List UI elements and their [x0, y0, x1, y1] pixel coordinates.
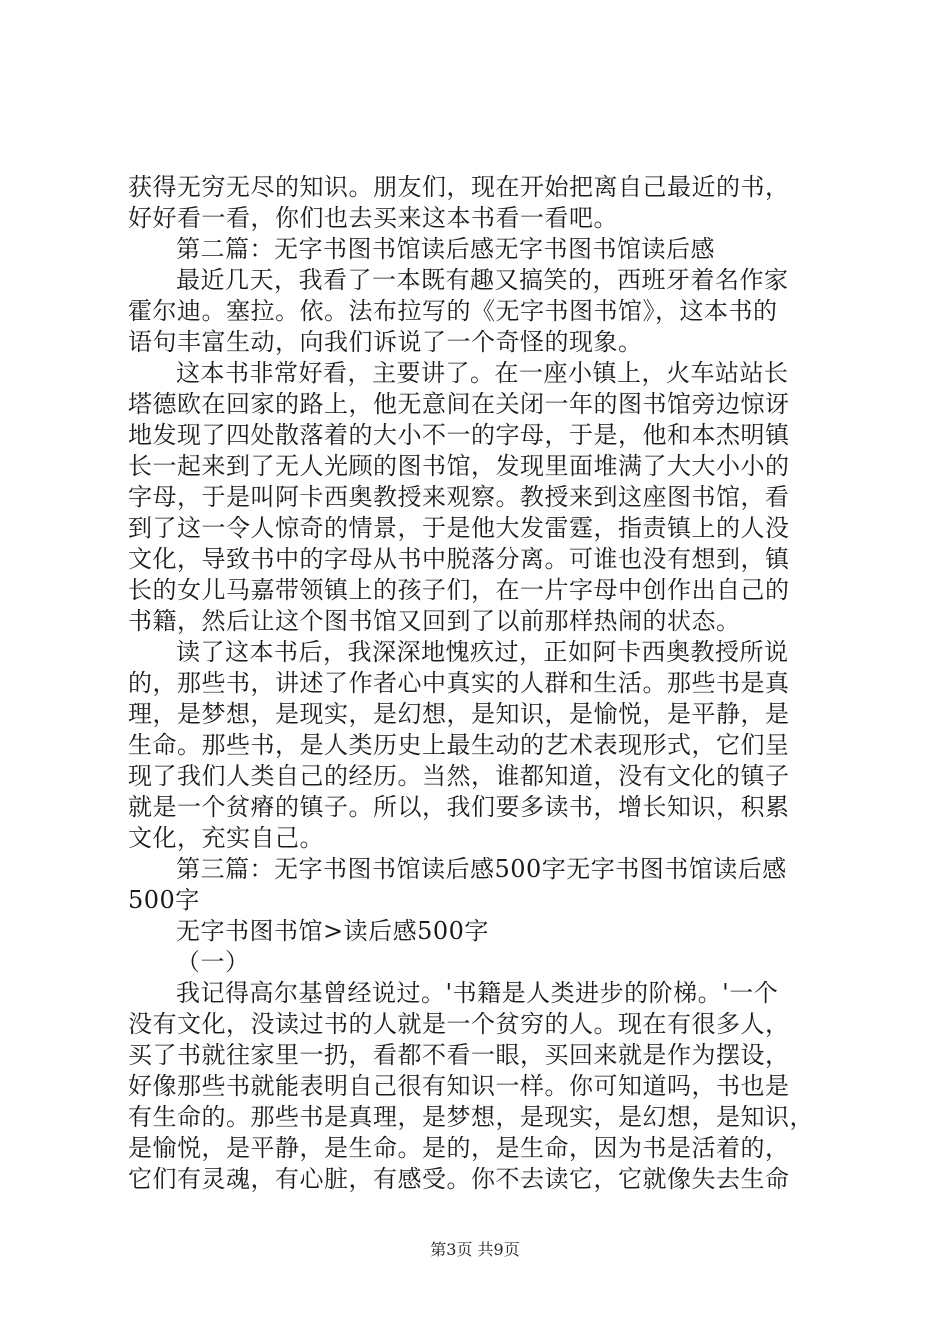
- text-line: 第二篇：无字书图书馆读后感无字书图书馆读后感: [176, 235, 715, 263]
- page-footer: 第3页 共9页: [430, 1240, 520, 1259]
- text-line: 长的女儿马嘉带领镇上的孩子们，在一片字母中创作出自己的: [128, 576, 790, 604]
- text-line: 500字: [128, 886, 200, 914]
- text-line: 塔德欧在回家的路上，他无意间在关闭一年的图书馆旁边惊讶: [128, 390, 790, 418]
- text-line: 理，是梦想，是现实，是幻想，是知识，是愉悦，是平静，是: [128, 700, 790, 728]
- text-line: 地发现了四处散落着的大小不一的字母，于是，他和本杰明镇: [128, 421, 790, 449]
- text-line: 语句丰富生动，向我们诉说了一个奇怪的现象。: [128, 328, 643, 356]
- text-line: 我记得高尔基曾经说过。'书籍是人类进步的阶梯。'一个: [176, 979, 779, 1007]
- text-line: 读了这本书后，我深深地愧疚过，正如阿卡西奥教授所说: [176, 638, 789, 666]
- document-body: [128, 172, 834, 1195]
- text-line: 没有文化，没读过书的人就是一个贫穷的人。现在有很多人，: [128, 1010, 790, 1038]
- text-line: 无字书图书馆>读后感500字: [176, 917, 489, 945]
- text-line: 最近几天，我看了一本既有趣又搞笑的，西班牙着名作家: [176, 266, 789, 294]
- text-line: 书籍，然后让这个图书馆又回到了以前那样热闹的状态。: [128, 607, 741, 635]
- text-line: 文化，导致书中的字母从书中脱落分离。可谁也没有想到，镇: [128, 545, 790, 573]
- text-line: 就是一个贫瘠的镇子。所以，我们要多读书，增长知识，积累: [128, 793, 790, 821]
- text-line: 现了我们人类自己的经历。当然，谁都知道，没有文化的镇子: [128, 762, 790, 790]
- text-line: 有生命的。那些书是真理，是梦想，是现实，是幻想，是知识，: [128, 1103, 814, 1131]
- text-line: 买了书就往家里一扔，看都不看一眼，买回来就是作为摆设，: [128, 1041, 790, 1069]
- text-line: （一）: [176, 948, 250, 976]
- text-line: 第三篇：无字书图书馆读后感500字无字书图书馆读后感: [176, 855, 787, 883]
- text-line: 这本书非常好看，主要讲了。在一座小镇上，火车站站长: [176, 359, 789, 387]
- text-line: 霍尔迪。塞拉。依。法布拉写的《无字书图书馆》，这本书的: [128, 297, 778, 325]
- text-line: 长一起来到了无人光顾的图书馆，发现里面堆满了大大小小的: [128, 452, 790, 480]
- text-line: 它们有灵魂，有心脏，有感受。你不去读它，它就像失去生命: [128, 1165, 790, 1193]
- text-line: 好像那些书就能表明自己很有知识一样。你可知道吗，书也是: [128, 1072, 790, 1100]
- text-line: 是愉悦，是平静，是生命。是的，是生命，因为书是活着的，: [128, 1134, 790, 1162]
- text-line: 到了这一令人惊奇的情景，于是他大发雷霆，指责镇上的人没: [128, 514, 790, 542]
- text-line: 生命。那些书，是人类历史上最生动的艺术表现形式，它们呈: [128, 731, 790, 759]
- text-line: 获得无穷无尽的知识。朋友们，现在开始把离自己最近的书，: [128, 173, 790, 201]
- text-line: 文化，充实自己。: [128, 824, 324, 852]
- text-line: 好好看一看，你们也去买来这本书看一看吧。: [128, 204, 618, 232]
- text-line: 的，那些书，讲述了作者心中真实的人群和生活。那些书是真: [128, 669, 790, 697]
- text-line: 字母，于是叫阿卡西奥教授来观察。教授来到这座图书馆，看: [128, 483, 790, 511]
